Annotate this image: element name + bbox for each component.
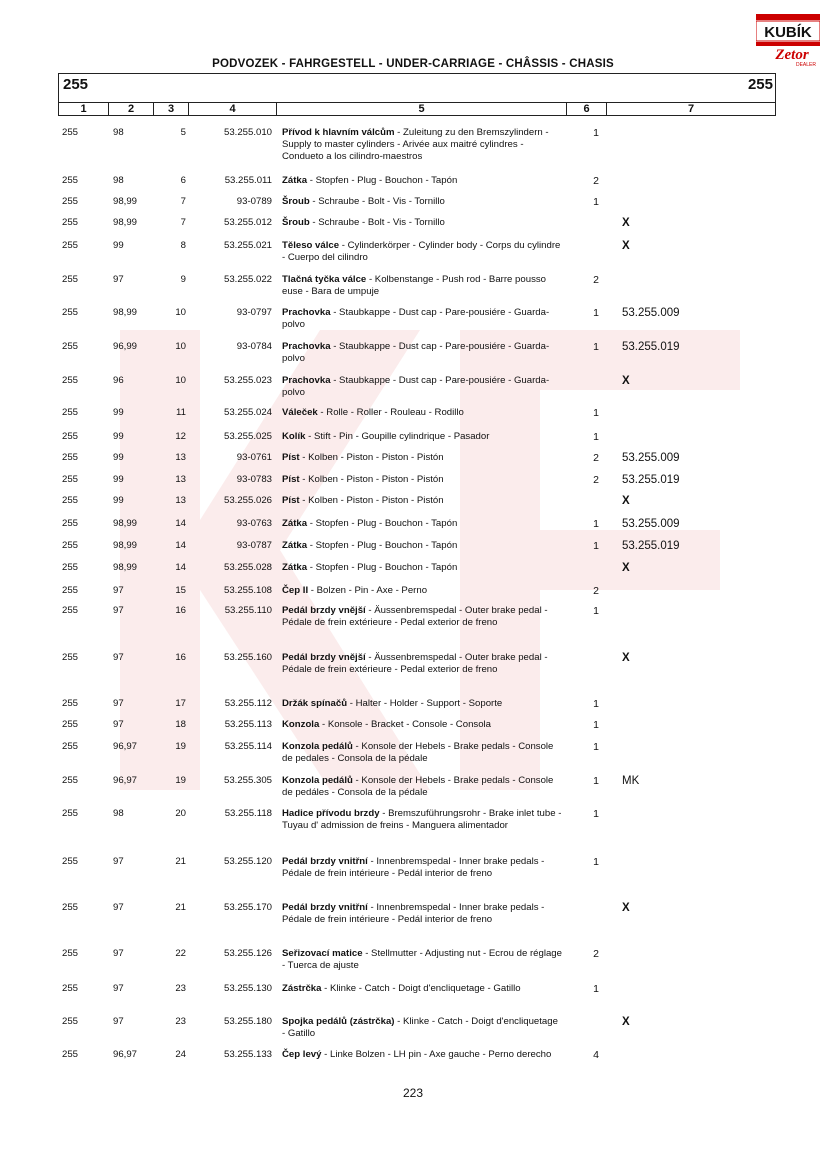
part-translations: - Staubkappe - Dust cap - Pare-pousiére - Guarda-polvo <box>282 307 550 330</box>
part-description <box>282 341 562 365</box>
figure-ref: 98,99 <box>113 217 138 228</box>
group-number: 255 <box>62 1049 79 1060</box>
part-number: 53.255.114 <box>224 741 272 752</box>
remark: X <box>622 375 630 387</box>
part-name: Zátka <box>282 562 308 573</box>
remark: 53.255.019 <box>622 540 680 552</box>
page-number: 223 <box>402 1086 424 1100</box>
position-number: 7 <box>180 217 186 228</box>
quantity: 2 <box>593 452 599 464</box>
part-translations: - Kolben - Piston - Piston - Pistón <box>299 495 444 506</box>
figure-ref: 98,99 <box>113 518 138 529</box>
part-name: Pedál brzdy vnitřní <box>282 902 368 913</box>
figure-ref: 98,99 <box>113 307 138 318</box>
group-number: 255 <box>62 540 79 551</box>
group-number: 255 <box>62 856 79 867</box>
part-translations: - Bolzen - Pin - Axe - Perno <box>308 585 428 596</box>
group-number: 255 <box>62 652 79 663</box>
group-number: 255 <box>62 775 79 786</box>
figure-ref: 97 <box>113 902 124 913</box>
part-description <box>282 474 562 486</box>
part-number: 53.255.021 <box>223 240 272 251</box>
group-number: 255 <box>62 452 79 463</box>
part-translations: - Innenbremspedal - Inner brake pedals - Pédale de frein intérieure - Pedál interior de freno <box>282 902 545 925</box>
part-name: Konzola pedálů <box>282 775 353 786</box>
part-description <box>282 775 562 799</box>
part-number: 93-0763 <box>236 518 272 529</box>
part-translations: - Äussenbremspedal - Outer brake pedal - Pédale de frein extérieure - Pedal exterior de freno <box>282 652 548 675</box>
part-translations: - Stopfen - Plug - Bouchon - Tapón <box>307 540 458 551</box>
position-number: 23 <box>175 983 186 994</box>
part-name: Šroub <box>282 217 310 228</box>
figure-ref: 96,97 <box>113 741 138 752</box>
part-description <box>282 495 562 507</box>
figure-ref: 98,99 <box>113 562 138 573</box>
position-number: 13 <box>175 452 186 463</box>
part-description <box>282 518 562 530</box>
position-number: 16 <box>175 605 186 616</box>
part-name: Hadice přívodu brzdy <box>282 808 380 819</box>
part-description <box>282 605 562 629</box>
position-number: 5 <box>180 127 186 138</box>
part-name: Pedál brzdy vnitřní <box>282 856 368 867</box>
group-number: 255 <box>62 698 79 709</box>
position-number: 24 <box>175 1049 186 1060</box>
part-translations: - Kolben - Piston - Piston - Pistón <box>299 474 444 485</box>
section-header <box>58 73 776 103</box>
position-number: 11 <box>176 407 186 418</box>
part-name: Konzola pedálů <box>282 741 353 752</box>
part-translations: - Konsole der Hebels - Brake pedals - Console de pedáles - Consola de la pédale <box>282 775 554 798</box>
column-number: 1 <box>59 103 109 115</box>
position-number: 6 <box>180 175 186 186</box>
position-number: 13 <box>175 474 186 485</box>
remark: 53.255.019 <box>622 341 680 353</box>
group-number: 255 <box>62 175 79 186</box>
column-number: 6 <box>567 103 607 115</box>
position-number: 21 <box>175 902 186 913</box>
group-number: 255 <box>62 495 79 506</box>
part-description <box>282 407 562 419</box>
quantity: 1 <box>593 540 599 552</box>
part-translations: - Konsole - Bracket - Console - Consola <box>319 719 492 730</box>
part-name: Kolík <box>282 431 306 442</box>
part-translations: - Stopfen - Plug - Bouchon - Tapón <box>307 175 458 186</box>
group-number: 255 <box>62 902 79 913</box>
position-number: 23 <box>175 1016 186 1027</box>
part-name: Zástrčka <box>282 983 322 994</box>
part-description <box>282 540 562 552</box>
group-number: 255 <box>62 983 79 994</box>
part-name: Zátka <box>282 518 308 529</box>
quantity: 1 <box>593 605 599 617</box>
part-name: Prachovka <box>282 375 331 386</box>
figure-ref: 97 <box>113 585 124 596</box>
part-description <box>282 719 562 731</box>
part-number: 53.255.113 <box>224 719 272 730</box>
position-number: 10 <box>175 375 186 386</box>
position-number: 21 <box>175 856 186 867</box>
part-description <box>282 127 562 163</box>
group-number: 255 <box>62 307 79 318</box>
position-number: 17 <box>175 698 186 709</box>
figure-ref: 97 <box>113 948 124 959</box>
part-description <box>282 240 562 264</box>
part-number: 53.255.160 <box>223 652 272 663</box>
quantity: 1 <box>593 775 599 787</box>
part-name: Tlačná tyčka válce <box>282 274 367 285</box>
position-number: 12 <box>175 431 186 442</box>
quantity: 2 <box>593 474 599 486</box>
quantity: 2 <box>593 274 599 286</box>
remark: X <box>622 652 630 664</box>
part-name: Píst <box>282 495 300 506</box>
part-description <box>282 1016 562 1040</box>
quantity: 1 <box>593 983 599 995</box>
part-name: Píst <box>282 452 300 463</box>
group-number: 255 <box>62 808 79 819</box>
remark: X <box>622 902 630 914</box>
column-number-header <box>58 102 776 116</box>
part-number: 53.255.133 <box>223 1049 272 1060</box>
figure-ref: 97 <box>113 719 124 730</box>
figure-ref: 99 <box>113 495 124 506</box>
part-translations: - Zuleitung zu den Bremszylindern - Supply to master cylinders - Arivée aux maitré cylindres - Condueto a los cilindro-maestros <box>282 127 549 162</box>
figure-ref: 96,99 <box>113 341 138 352</box>
part-translations: - Konsole der Hebels - Brake pedals - Console de pedales - Consola de la pédale <box>282 741 554 764</box>
figure-ref: 99 <box>113 407 124 418</box>
part-number: 53.255.110 <box>224 605 272 616</box>
part-description <box>282 808 562 832</box>
group-number: 255 <box>62 341 79 352</box>
quantity: 1 <box>593 407 599 419</box>
part-number: 93-0789 <box>236 196 272 207</box>
part-description <box>282 452 562 464</box>
part-description <box>282 902 562 926</box>
figure-ref: 99 <box>113 474 124 485</box>
part-description <box>282 274 562 298</box>
figure-ref: 96,97 <box>113 1049 138 1060</box>
figure-ref: 97 <box>113 605 124 616</box>
part-number: 53.255.024 <box>223 407 272 418</box>
position-number: 22 <box>175 948 186 959</box>
group-number: 255 <box>62 474 79 485</box>
svg-text:Zetor: Zetor <box>775 47 809 63</box>
part-translations: - Staubkappe - Dust cap - Pare-pousiére - Guarda-polvo <box>282 341 550 364</box>
part-description <box>282 698 562 710</box>
part-translations: - Klinke - Catch - Doigt d'encliquetage - Gatillo <box>321 983 521 994</box>
position-number: 18 <box>175 719 186 730</box>
position-number: 8 <box>180 240 186 251</box>
part-translations: - Kolben - Piston - Piston - Pistón <box>299 452 444 463</box>
part-name: Zátka <box>282 540 308 551</box>
svg-text:KUBÍK: KUBÍK <box>764 24 812 41</box>
group-number: 255 <box>62 240 79 251</box>
part-translations: - Bremszuführungsrohr - Brake inlet tube - Tuyau d' admission de freins - Manguera alimentador <box>282 808 562 831</box>
group-number: 255 <box>62 562 79 573</box>
figure-ref: 97 <box>113 652 124 663</box>
position-number: 15 <box>175 585 186 596</box>
part-number: 53.255.180 <box>223 1016 272 1027</box>
part-description <box>282 585 562 597</box>
part-number: 53.255.023 <box>223 375 272 386</box>
figure-ref: 97 <box>113 856 124 867</box>
position-number: 10 <box>175 307 186 318</box>
part-number: 93-0787 <box>236 540 272 551</box>
figure-ref: 98 <box>113 175 124 186</box>
part-description <box>282 196 562 208</box>
figure-ref: 97 <box>113 698 124 709</box>
remark: 53.255.009 <box>622 307 680 319</box>
remark: X <box>622 217 630 229</box>
group-number: 255 <box>62 127 79 138</box>
part-translations: - Linke Bolzen - LH pin - Axe gauche - Perno derecho <box>321 1049 552 1060</box>
figure-ref: 99 <box>113 452 124 463</box>
figure-ref: 97 <box>113 274 124 285</box>
quantity: 2 <box>593 585 599 597</box>
remark: X <box>622 1016 630 1028</box>
part-translations: - Staubkappe - Dust cap - Pare-pousiére - Guarda-polvo <box>282 375 550 398</box>
part-description <box>282 741 562 765</box>
quantity: 1 <box>593 518 599 530</box>
position-number: 13 <box>175 495 186 506</box>
part-number: 53.255.170 <box>223 902 272 913</box>
part-description <box>282 562 562 574</box>
part-description <box>282 856 562 880</box>
remark: X <box>622 495 630 507</box>
figure-ref: 96,97 <box>113 775 138 786</box>
part-translations: - Stellmutter - Adjusting nut - Ecrou de réglage - Tuerca de ajuste <box>282 948 562 971</box>
svg-text:DEALER: DEALER <box>795 62 817 68</box>
quantity: 1 <box>593 127 599 139</box>
part-number: 53.255.126 <box>223 948 272 959</box>
remark: 53.255.009 <box>622 452 680 464</box>
part-translations: - Klinke - Catch - Doigt d'encliquetage - Gatillo <box>282 1016 558 1039</box>
part-number: 53.255.011 <box>224 175 272 186</box>
part-number: 93-0797 <box>236 307 272 318</box>
figure-ref: 98,99 <box>113 196 138 207</box>
part-translations: - Stopfen - Plug - Bouchon - Tapón <box>307 518 458 529</box>
part-name: Prachovka <box>282 307 331 318</box>
part-name: Čep levý <box>282 1049 322 1060</box>
part-number: 53.255.012 <box>223 217 272 228</box>
part-name: Zátka <box>282 175 308 186</box>
part-number: 53.255.010 <box>223 127 272 138</box>
figure-ref: 99 <box>113 240 124 251</box>
part-description <box>282 217 562 229</box>
part-translations: - Halter - Holder - Support - Soporte <box>347 698 503 709</box>
part-description <box>282 375 562 399</box>
column-number: 4 <box>189 103 277 115</box>
figure-ref: 96 <box>113 375 124 386</box>
quantity: 1 <box>593 431 599 443</box>
part-number: 53.255.022 <box>223 274 272 285</box>
position-number: 14 <box>175 562 186 573</box>
group-number: 255 <box>62 719 79 730</box>
part-name: Spojka pedálů (zástrčka) <box>282 1016 395 1027</box>
quantity: 4 <box>593 1049 599 1061</box>
position-number: 9 <box>180 274 186 285</box>
quantity: 1 <box>593 741 599 753</box>
column-number: 5 <box>277 103 567 115</box>
position-number: 20 <box>175 808 186 819</box>
group-number: 255 <box>62 196 79 207</box>
part-description <box>282 175 562 187</box>
group-number: 255 <box>62 431 79 442</box>
part-description <box>282 983 562 995</box>
position-number: 7 <box>180 196 186 207</box>
remark: 53.255.019 <box>622 474 680 486</box>
column-number: 2 <box>109 103 154 115</box>
quantity: 1 <box>593 808 599 820</box>
section-number-left: 255 <box>63 76 89 93</box>
section-number-right: 255 <box>747 76 773 93</box>
part-name: Seřizovací matice <box>282 948 363 959</box>
position-number: 19 <box>175 741 186 752</box>
part-name: Prachovka <box>282 341 331 352</box>
part-name: Šroub <box>282 196 310 207</box>
quantity: 1 <box>593 196 599 208</box>
part-number: 93-0784 <box>236 341 272 352</box>
part-number: 93-0761 <box>236 452 272 463</box>
position-number: 14 <box>175 540 186 551</box>
group-number: 255 <box>62 585 79 596</box>
group-number: 255 <box>62 407 79 418</box>
part-number: 53.255.112 <box>224 698 272 709</box>
group-number: 255 <box>62 217 79 228</box>
part-name: Pedál brzdy vnější <box>282 605 366 616</box>
part-number: 53.255.118 <box>224 808 272 819</box>
quantity: 1 <box>593 856 599 868</box>
part-translations: - Innenbremspedal - Inner brake pedals - Pédale de frein intérieure - Pedál interior de freno <box>282 856 545 879</box>
part-description <box>282 431 562 443</box>
group-number: 255 <box>62 274 79 285</box>
part-name: Váleček <box>282 407 318 418</box>
part-number: 53.255.130 <box>223 983 272 994</box>
column-number: 7 <box>687 103 695 115</box>
part-translations: - Stopfen - Plug - Bouchon - Tapón <box>307 562 458 573</box>
group-number: 255 <box>62 1016 79 1027</box>
remark: 53.255.009 <box>622 518 680 530</box>
part-number: 53.255.025 <box>223 431 272 442</box>
group-number: 255 <box>62 375 79 386</box>
quantity: 1 <box>593 698 599 710</box>
quantity: 1 <box>593 719 599 731</box>
part-number: 53.255.028 <box>223 562 272 573</box>
quantity: 1 <box>593 341 599 353</box>
part-translations: - Cylinderkörper - Cylinder body - Corps du cylindre - Cuerpo del cilindro <box>282 240 561 263</box>
quantity: 2 <box>593 175 599 187</box>
part-name: Konzola <box>282 719 320 730</box>
part-description <box>282 307 562 331</box>
part-translations: - Stift - Pin - Goupille cylindrique - Pasador <box>305 431 490 442</box>
figure-ref: 97 <box>113 983 124 994</box>
position-number: 16 <box>175 652 186 663</box>
group-number: 255 <box>62 518 79 529</box>
part-translations: - Schraube - Bolt - Vis - Tornillo <box>309 217 445 228</box>
part-number: 93-0783 <box>236 474 272 485</box>
part-translations: - Äussenbremspedal - Outer brake pedal - Pédale de frein extérieure - Pedal exterior de freno <box>282 605 548 628</box>
figure-ref: 98,99 <box>113 540 138 551</box>
group-number: 255 <box>62 741 79 752</box>
quantity: 2 <box>593 948 599 960</box>
figure-ref: 98 <box>113 127 124 138</box>
part-number: 53.255.120 <box>223 856 272 867</box>
part-name: Těleso válce <box>282 240 340 251</box>
part-description <box>282 948 562 972</box>
remark: MK <box>622 775 640 787</box>
group-number: 255 <box>62 605 79 616</box>
part-translations: - Kolbenstange - Push rod - Barre pousso euse - Bara de umpuje <box>282 274 546 297</box>
column-number: 3 <box>154 103 189 115</box>
figure-ref: 97 <box>113 1016 124 1027</box>
part-name: Pedál brzdy vnější <box>282 652 366 663</box>
part-translations: - Schraube - Bolt - Vis - Tornillo <box>309 196 445 207</box>
figure-ref: 98 <box>113 808 124 819</box>
part-name: Čep II <box>282 585 309 596</box>
position-number: 19 <box>175 775 186 786</box>
page-title: PODVOZEK - FAHRGESTELL - UNDER-CARRIAGE - CHÂSSIS - CHASIS <box>212 58 614 70</box>
remark: X <box>622 240 630 252</box>
position-number: 14 <box>175 518 186 529</box>
part-number: 53.255.108 <box>223 585 272 596</box>
part-translations: - Rolle - Roller - Rouleau - Rodillo <box>317 407 464 418</box>
part-name: Píst <box>282 474 300 485</box>
part-number: 53.255.026 <box>223 495 272 506</box>
part-description <box>282 1049 562 1061</box>
quantity: 1 <box>593 307 599 319</box>
part-name: Držák spínačů <box>282 698 348 709</box>
part-description <box>282 652 562 676</box>
part-name: Přívod k hlavním válcům <box>282 127 395 138</box>
part-number: 53.255.305 <box>223 775 272 786</box>
group-number: 255 <box>62 948 79 959</box>
figure-ref: 99 <box>113 431 124 442</box>
remark: X <box>622 562 630 574</box>
position-number: 10 <box>175 341 186 352</box>
